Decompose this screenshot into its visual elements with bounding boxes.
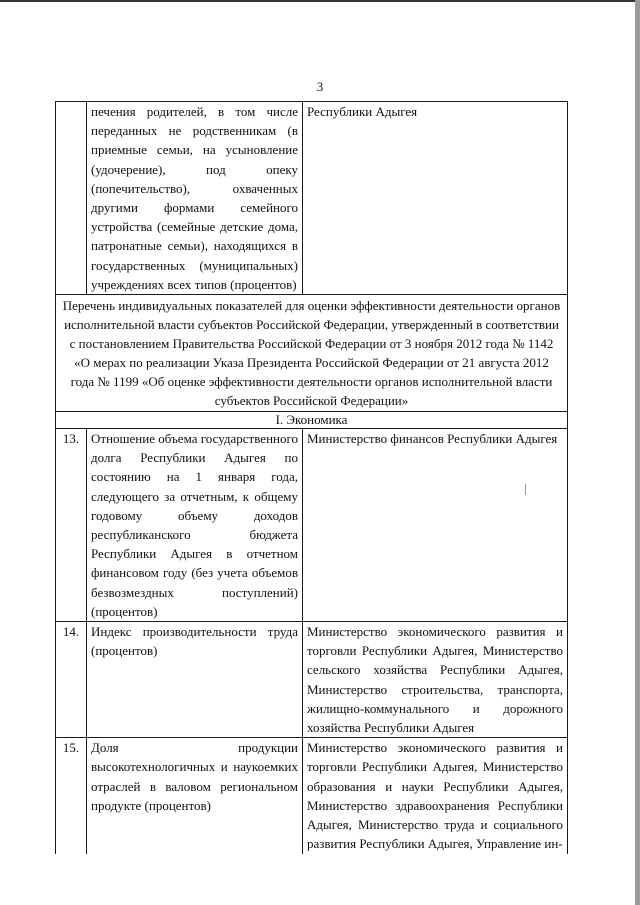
- scan-artifact-mark: [525, 484, 526, 495]
- scan-edge-right: [635, 0, 640, 905]
- indicators-table: [55, 101, 568, 854]
- table-row: [56, 429, 568, 622]
- row-number: 14.: [56, 622, 87, 738]
- responsible-cell: Республики Адыгея: [303, 102, 568, 295]
- table-row-continued: [56, 102, 568, 295]
- indicator-cell: печения родителей, в том числе переданных не родственникам (в приемные семьи, на усыновление (удочерение), под опеку (попечительство), охваченных другими формами семейного устройства (семейные детские дома, патронатные семьи), находящихся в государственных (муниципальных) учреждениях всех типов (процентов): [87, 102, 303, 295]
- scan-edge-top: [0, 0, 640, 2]
- row-number: 13.: [56, 429, 87, 622]
- indicator-cell: Индекс производительности труда (процентов): [87, 622, 303, 738]
- section-title: I. Экономика: [56, 412, 568, 429]
- indicator-cell: Доля продукции высокотехнологичных и наукоемких отраслей в валовом региональном продукте (процентов): [87, 738, 303, 854]
- page-number: 3: [316, 79, 324, 94]
- section-caption: Перечень индивидуальных показателей для оценки эффективности деятельности органов исполнительной власти субъектов Российской Федерации, утвержденный в соответствии с постановлением Правительства Российской Федерации от 3 ноября 2012 года № 1142 «О мерах по реализации Указа Президента Российской Федерации от 21 августа 2012 года № 1199 «Об оценке эффективности деятельности органов исполнительной власти субъектов Российской Федерации»: [56, 295, 568, 412]
- table-row: [56, 622, 568, 738]
- row-number-cell: [56, 102, 87, 295]
- section-title-row: [56, 412, 568, 429]
- indicator-cell: Отношение объема государственного долга Республики Адыгея по состоянию на 1 января года, следующего за отчетным, к общему годовому объему доходов республиканского бюджета Республики Адыгея в отчетном финансовом году (без учета объемов безвозмездных поступлений) (процентов): [87, 429, 303, 622]
- responsible-cell: Министерство экономического развития и торговли Республики Адыгея, Министерство образования и науки Республики Адыгея, Министерство здравоохранения Республики Адыгея, Министерство труда и социального развития Республики Адыгея, Управление ин-: [303, 738, 568, 854]
- table-row: [56, 738, 568, 854]
- section-caption-row: [56, 295, 568, 412]
- responsible-cell: Министерство финансов Республики Адыгея: [303, 429, 568, 622]
- responsible-cell: Министерство экономического развития и торговли Республики Адыгея, Министерство сельского хозяйства Республики Адыгея, Министерство строительства, транспорта, жилищно-коммунального и дорожного хозяйства Республики Адыгея: [303, 622, 568, 738]
- row-number: 15.: [56, 738, 87, 854]
